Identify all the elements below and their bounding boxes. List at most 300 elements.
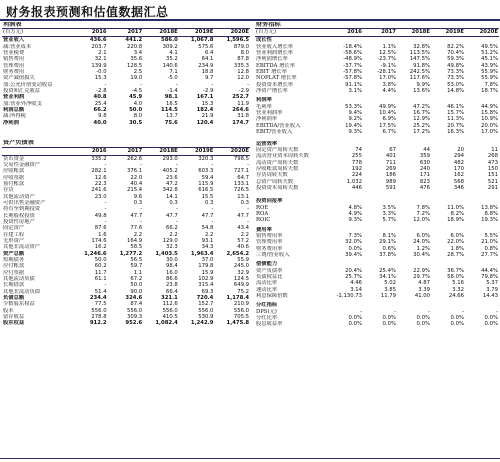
row-label: 应付票据 [3, 269, 25, 276]
row-value: 115.9 [198, 180, 214, 187]
row-value: 0.0% [484, 315, 498, 322]
row-value: 9.4% [348, 110, 362, 117]
row-value: 0.0% [450, 321, 464, 328]
row-label: 应收帐款 [3, 168, 25, 175]
row-value: 0.6% [382, 245, 396, 252]
table-row [2, 37, 250, 44]
row-value: 335.2 [91, 155, 107, 162]
row-value: 91.1% [345, 81, 362, 88]
row-value: 39.4% [345, 252, 362, 258]
row-value: - [211, 218, 214, 225]
row-value: 9.9% [416, 81, 430, 88]
row-value: -23.7% [377, 56, 396, 63]
row-label: 货币资金 [3, 155, 25, 162]
row-label: 其他非流动负债 [3, 288, 41, 295]
row-value: 32.3 [165, 244, 178, 251]
row-value: 66.4 [165, 288, 178, 295]
row-value: 268 [487, 153, 498, 160]
row-value: 2.5 [133, 69, 143, 76]
row-value: 9.8 [98, 113, 107, 120]
row-value: 5.02 [384, 280, 396, 287]
row-value: 23.6 [165, 174, 178, 181]
row-value: 102.9 [198, 276, 214, 283]
row-value: 15.3 [94, 75, 107, 82]
row-value: 2.2 [204, 231, 214, 238]
row-value: - [247, 218, 249, 225]
row-value: 124.5 [233, 276, 249, 283]
row-value: 59.7 [130, 263, 143, 270]
row-label: 股本 [3, 307, 14, 314]
row-value: 82.2% [447, 43, 464, 50]
row-value: 912.2 [89, 320, 107, 327]
row-value: 342.8 [162, 187, 178, 194]
row-value: 1,178.4 [226, 295, 249, 302]
row-label: 总资产周转天数 [256, 178, 294, 185]
row-value: 0.3 [204, 199, 214, 206]
row-label: 股东权益 [3, 320, 25, 327]
row-value: 13.8% [481, 204, 498, 211]
row-value: 73.3% [447, 75, 464, 82]
row-label: 流动比率 [256, 280, 278, 287]
row-value: 8.2% [450, 210, 464, 217]
row-label: 存货 [3, 187, 14, 194]
row-value: 726.5 [233, 187, 249, 194]
row-value: 14.1 [165, 193, 178, 200]
row-label: 留存收益 [3, 314, 25, 321]
page-title: 财务报表预测和估值数据汇总 [6, 5, 169, 19]
row-value: 14.8% [447, 88, 464, 95]
row-value: 23.8 [165, 282, 178, 289]
row-value: 1,032 [346, 178, 362, 185]
ratios-header-row [255, 29, 499, 37]
year-header: 2017 [108, 147, 144, 155]
row-value: 69.3 [201, 288, 214, 295]
row-value: 521 [487, 178, 498, 185]
row-value: 556.0 [91, 307, 107, 314]
row-value: 2.2 [240, 231, 249, 238]
row-label: 管理费用率 [256, 239, 283, 246]
row-value: 32.0% [345, 239, 362, 246]
row-value: 220.8 [127, 43, 143, 50]
row-value: 1,242.9 [190, 320, 214, 327]
row-value: 19.3% [481, 217, 498, 224]
year-header: 2019E [179, 147, 215, 155]
row-label: EBIT 增长率 [256, 69, 287, 76]
row-value: - [247, 81, 249, 88]
row-value: 49.9% [379, 103, 396, 110]
section-gap [2, 126, 250, 140]
row-value: 31.8 [237, 113, 249, 120]
row-value: -0.0 [96, 69, 107, 76]
row-value: 24.0% [413, 239, 430, 246]
row-value: 436.6 [89, 37, 107, 44]
row-value: 324.6 [125, 295, 143, 302]
row-value: 29.1% [379, 239, 396, 246]
row-value: 269 [385, 165, 396, 172]
row-value: 22.3 [94, 180, 107, 187]
row-value: 0.0% [348, 321, 362, 328]
row-value: -9.1% [380, 62, 396, 69]
row-label: 固定资产周转天数 [256, 146, 299, 153]
row-value: 47.7 [237, 212, 249, 219]
row-value: 12.5% [379, 50, 396, 57]
row-label: 资产减值损失 [3, 75, 35, 82]
row-value: 1.1 [133, 269, 143, 276]
row-value: 32.8% [413, 43, 430, 50]
row-value: 7.8% [416, 204, 430, 211]
row-value: - [140, 206, 143, 213]
row-value: 174.6 [91, 237, 107, 244]
row-label: 可供出售金融资产 [3, 199, 46, 206]
row-value: 133.1 [233, 180, 249, 187]
row-value: - [175, 81, 178, 88]
row-value: 41.00 [414, 293, 430, 300]
row-label: 管理费用 [3, 62, 25, 69]
row-value: 4.1 [169, 50, 178, 57]
row-value: 45.9 [129, 94, 143, 101]
group-title: 偿债能力 [256, 261, 278, 268]
row-value: 151 [487, 172, 498, 179]
row-value: 15.9 [201, 269, 214, 276]
row-value: 34.3 [201, 244, 214, 251]
row-value: 56.5 [130, 257, 143, 263]
row-value: 12.0 [237, 75, 249, 82]
row-label: 资产总额 [3, 250, 25, 257]
row-value: 16.2 [94, 244, 107, 251]
row-value: 19.0 [130, 75, 143, 82]
row-value: -57.8% [343, 75, 362, 82]
row-value: 575.6 [198, 43, 214, 50]
row-value: 79.8% [481, 274, 498, 281]
row-value: 35.6 [130, 56, 143, 63]
row-value: 346 [453, 184, 464, 191]
table-row [255, 321, 499, 327]
ratios-body [255, 37, 499, 328]
row-value: 30.0 [165, 257, 178, 263]
row-value: 359 [419, 153, 430, 160]
row-value: 16.7% [413, 110, 430, 117]
row-label: 其他流动负债 [3, 276, 35, 283]
table-row [2, 155, 250, 162]
right-column [255, 22, 499, 328]
row-label: 投资性房地产 [3, 218, 35, 225]
row-value: 23.0 [94, 193, 107, 200]
row-label: 流动资产周转天数 [256, 159, 299, 166]
year-header: 2018E [143, 29, 179, 37]
row-value: 5.5% [484, 232, 498, 239]
row-value: 0.3 [169, 199, 178, 206]
year-header: 2019E [431, 29, 465, 37]
row-value: 6.0% [450, 232, 464, 239]
row-value: - [140, 81, 143, 88]
row-value: 15.3 [201, 100, 214, 107]
row-value: 18.8 [201, 69, 214, 76]
row-value: 720.4 [196, 295, 214, 302]
row-value: 0.3 [133, 199, 143, 206]
row-label: 流动营业资本周转天数 [256, 153, 309, 160]
row-value: - [104, 199, 107, 206]
row-value: 410.5 [162, 314, 178, 321]
row-value: 43.4 [237, 225, 249, 232]
row-value: 255 [351, 153, 362, 160]
row-value: 0.3 [240, 199, 249, 206]
row-value: 47.7 [165, 212, 178, 219]
row-value: 16.0 [165, 269, 178, 276]
row-value: 6.4 [204, 50, 214, 57]
row-value: 3.39 [418, 286, 430, 293]
row-value: 1,963.4 [190, 250, 214, 257]
row-value: 30.5 [129, 119, 143, 126]
row-value: 8.1% [382, 232, 396, 239]
row-value: 0.0% [382, 315, 396, 322]
row-label: 应收票据 [3, 174, 25, 181]
row-label: 速动比率 [256, 286, 278, 293]
row-value: 482 [453, 159, 464, 166]
row-value: - [104, 161, 107, 168]
row-value: 203.7 [91, 43, 107, 50]
row-label: 应收帐款周转天数 [256, 165, 299, 172]
row-value: 11.0% [447, 204, 464, 211]
row-value: - [394, 308, 396, 315]
row-value: 210.9 [233, 301, 249, 308]
row-value: 36.7% [447, 267, 464, 274]
row-label: 三费/营业收入 [256, 252, 290, 258]
row-value: 778 [351, 159, 362, 166]
row-value: 10.4% [379, 110, 396, 117]
row-label: 加:营业外净收支 [3, 100, 42, 107]
row-label: 销售费用 [3, 56, 25, 63]
row-value: 57.2 [237, 237, 249, 244]
year-header: 2020E [214, 29, 250, 37]
row-value: 17.0% [481, 129, 498, 136]
row-value: 376.1 [127, 168, 143, 175]
row-label: 减:所得税 [3, 113, 26, 120]
row-label: 营业收入增长率 [256, 43, 294, 50]
row-label: 预付帐款 [3, 180, 25, 187]
row-value: 309.3 [127, 314, 143, 321]
row-value: 47.2% [413, 103, 430, 110]
row-value: 7.3% [348, 232, 362, 239]
row-value: 24.66 [448, 293, 464, 300]
row-value: 152.7 [198, 301, 214, 308]
row-value: 91.8% [413, 62, 430, 69]
row-value: 44.9% [481, 103, 498, 110]
row-value: 1,277.2 [119, 250, 143, 257]
row-value: 25.7% [345, 274, 362, 281]
row-value: 320.3 [198, 155, 214, 162]
row-value: 405.2 [162, 168, 178, 175]
row-value: 44 [423, 146, 430, 153]
row-value: 315.4 [198, 282, 214, 289]
row-value: - [247, 206, 249, 213]
row-value: 19.4% [345, 122, 362, 129]
row-value: 47.7 [201, 212, 214, 219]
unit-label-empty [2, 147, 72, 155]
row-value: 291 [487, 184, 498, 191]
row-value: -18.4% [343, 43, 362, 50]
row-value: 70.4% [447, 50, 464, 57]
row-value: 7.8% [484, 81, 498, 88]
row-value: 3.1% [348, 88, 362, 95]
row-value: 21.0% [481, 239, 498, 246]
row-value: 28.7% [447, 252, 464, 258]
row-label: 股息收益率 [256, 321, 283, 328]
row-label: EBITDA/营业收入 [256, 122, 301, 129]
year-header: 2016 [72, 147, 108, 155]
row-value: 37.0 [201, 257, 214, 263]
row-value: -37.7% [343, 62, 362, 69]
row-value: 2.2 [169, 231, 178, 238]
row-label: 减:营业成本 [3, 43, 32, 50]
title-divider [0, 19, 500, 21]
row-value: 234.4 [89, 295, 107, 302]
income-body [2, 37, 250, 126]
row-value: 87.8 [237, 56, 249, 63]
row-value: 37.8% [379, 252, 396, 258]
row-value: 32.1 [94, 56, 107, 63]
row-value: 473 [487, 159, 498, 166]
row-value: 3.32 [452, 286, 464, 293]
row-value: 446 [351, 184, 362, 191]
row-value: 3.79 [486, 286, 498, 293]
row-value: 50.0 [130, 282, 143, 289]
row-value: 262.6 [127, 155, 143, 162]
row-value: 530.9 [198, 314, 214, 321]
row-value: 278.8 [91, 314, 107, 321]
row-value: -2.9 [238, 88, 249, 95]
row-value: 20.4% [345, 267, 362, 274]
row-value: - [211, 161, 214, 168]
row-value: 630 [419, 159, 430, 166]
row-value: -58.6% [343, 50, 362, 57]
row-value: 67.2 [130, 276, 143, 283]
row-label: 应付帐款 [3, 263, 25, 270]
row-label: 净利润率 [256, 116, 278, 123]
row-value: 16.5 [165, 100, 178, 107]
row-value: 6.9% [382, 116, 396, 123]
row-value: 20.0% [481, 122, 498, 129]
row-value: - [175, 161, 178, 168]
row-value: 2.1 [98, 50, 107, 57]
row-value: 30.4% [413, 252, 430, 258]
row-value: 50.0 [129, 107, 143, 114]
row-value: 7.1 [169, 69, 178, 76]
row-value: 162 [453, 172, 464, 179]
row-value: 117.6% [409, 75, 430, 82]
row-value: 2.2 [133, 231, 143, 238]
row-value: 952.6 [125, 320, 143, 327]
row-label: 其他非流动资产 [3, 244, 41, 251]
row-label: DPS(元) [256, 308, 277, 315]
row-value: 11.79 [380, 293, 396, 300]
year-header: 2018E [143, 147, 179, 155]
row-value: 35.2 [165, 56, 178, 63]
row-value: 321.1 [161, 295, 178, 302]
row-value: 9.2% [348, 116, 362, 123]
row-value: 309.2 [162, 43, 178, 50]
row-value: 147.5% [409, 56, 430, 63]
row-value: 556.0 [198, 307, 214, 314]
row-value: 5.37 [486, 280, 498, 287]
row-value: - [211, 206, 214, 213]
row-value: 0.0% [348, 245, 362, 252]
row-value: 40.8 [93, 94, 107, 101]
row-value: 58.0% [447, 274, 464, 281]
row-value: - [428, 308, 430, 315]
row-value: 603.3 [198, 168, 214, 175]
row-value: 93.1 [201, 237, 214, 244]
row-value: 823 [419, 178, 430, 185]
row-value: 8.0 [133, 113, 143, 120]
row-value: 54.8 [201, 225, 214, 232]
year-header: 2017 [363, 29, 397, 37]
row-value: 798.5 [233, 155, 249, 162]
income-section-row [2, 22, 250, 29]
row-value: 1,246.6 [84, 250, 107, 257]
row-value: 13.7 [165, 113, 178, 120]
year-header: 2017 [108, 29, 144, 37]
row-value: 4.4% [382, 88, 396, 95]
row-value: 1.2% [416, 245, 430, 252]
row-label: ROE [256, 204, 269, 211]
row-value: 16.3% [447, 129, 464, 136]
group-title: 运营效率 [256, 140, 278, 147]
row-value: 240 [419, 165, 430, 172]
row-value: - [104, 81, 107, 88]
row-value: 401 [385, 153, 396, 160]
row-value: - [175, 218, 178, 225]
row-value: 86.6 [165, 276, 178, 283]
row-label: 投资资本周转天数 [256, 184, 299, 191]
group-title: 分红指标 [256, 302, 278, 309]
row-value: - [211, 81, 214, 88]
row-label: 负债总额 [3, 295, 25, 302]
group-title: 投资回报率 [256, 198, 283, 205]
row-value: 0.8% [484, 245, 498, 252]
row-value: 879.0 [233, 43, 249, 50]
row-value: 59.3% [447, 56, 464, 63]
unit-label: (百万元) [2, 29, 72, 37]
row-value: 6.0% [416, 232, 430, 239]
row-value: 10.9% [481, 116, 498, 123]
row-value: 13.6% [413, 88, 430, 95]
row-value: 120.4 [196, 119, 214, 126]
row-label: 长期借款 [3, 282, 25, 289]
row-value: 1.6 [98, 231, 107, 238]
row-value: 67 [389, 146, 396, 153]
row-value: 556.0 [162, 307, 178, 314]
row-label: 少数股东权益 [3, 301, 35, 308]
row-value: 12.0% [413, 217, 430, 224]
row-value: 7.2% [416, 210, 430, 217]
row-label: 利息保障倍数 [256, 293, 288, 300]
row-label: 在建工程 [3, 231, 25, 238]
row-label: 长期股权投资 [3, 212, 35, 219]
row-value: 8.0 [240, 50, 249, 57]
row-value: 66.2 [93, 107, 107, 114]
row-value: 64.7 [237, 174, 249, 181]
row-value: 215.4 [127, 187, 143, 194]
row-value: 55.9 [237, 257, 249, 263]
row-value: 4.46 [350, 280, 362, 287]
row-value: 43.9% [481, 62, 498, 69]
row-label: 资产负债率 [256, 267, 283, 274]
row-value: 245.0 [233, 263, 249, 270]
row-value: 179.8 [198, 263, 214, 270]
row-value: 64.1 [201, 56, 214, 63]
row-value: 27.7% [481, 252, 498, 258]
group-spacer [255, 191, 499, 198]
